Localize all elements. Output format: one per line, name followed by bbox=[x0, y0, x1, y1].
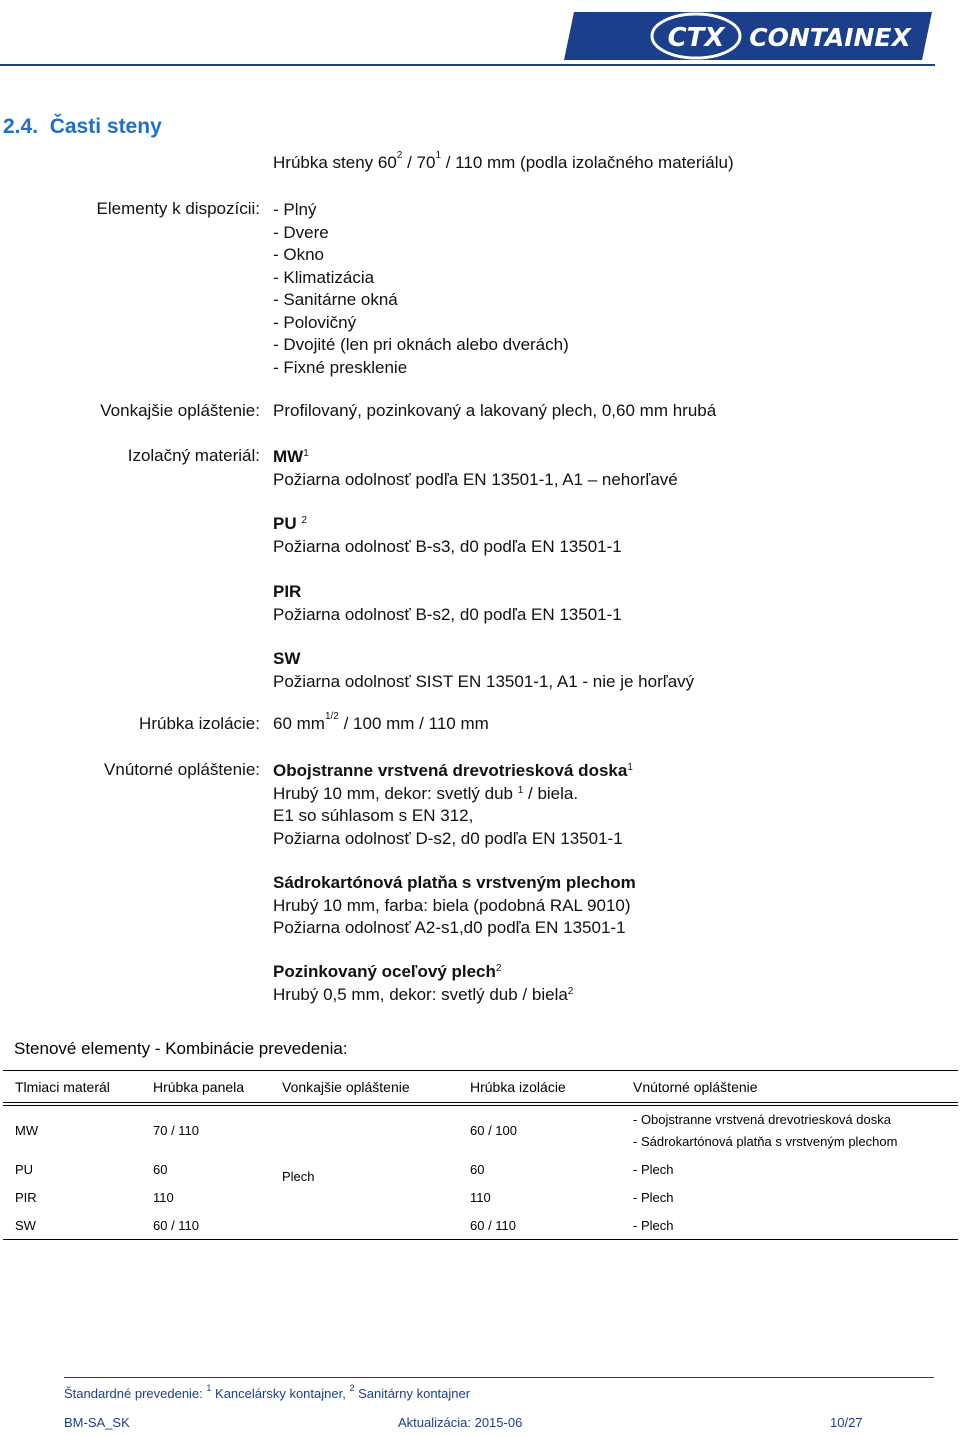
combos-table bbox=[3, 1070, 958, 1240]
table-row bbox=[3, 1212, 958, 1240]
table-header: Tlmiaci materál bbox=[15, 1078, 110, 1095]
footer-note: Štandardné prevedenie: $^1$ Kancelársky kontajner, $^2$ Sanitárny kontajner bbox=[64, 1383, 471, 1401]
section-title: Časti steny bbox=[49, 115, 162, 138]
table-header: Vnútorné opláštenie bbox=[633, 1078, 758, 1095]
insulation-label: Izolačný materiál: bbox=[127, 446, 260, 465]
table-cell: 110 bbox=[153, 1190, 174, 1205]
table-cell bbox=[270, 1106, 458, 1240]
table-row bbox=[3, 1106, 958, 1156]
list-item: - Polovičný bbox=[273, 312, 357, 332]
list-item: - Dvere bbox=[273, 222, 329, 242]
inner-osb: Obojstranne vrstvená drevotriesková doska$^1$ Hrubý 10 mm, dekor: svetlý dub $^1$ / biela. E1 so súhlasom s EN 312, Požiarna odolnosť D-s2, d0 podľa EN 13501-1 bbox=[273, 761, 633, 848]
inner-gypsum: Sádrokartónová platňa s vrstveným plechom Hrubý 10 mm, farba: biela (podobná RAL 9010) Požiarna odolnosť A2-s1,d0 podľa EN 13501-1 bbox=[273, 873, 636, 937]
logo-mark: CTX bbox=[667, 23, 725, 53]
table-row bbox=[3, 1184, 958, 1212]
containex-logo bbox=[560, 8, 940, 64]
insulation-pir: PIR Požiarna odolnosť B-s2, d0 podľa EN 13501-1 bbox=[273, 582, 622, 624]
table-cell: - Obojstranne vrstvená drevotriesková doska - Sádrokartónová platňa s vrstveným plechom bbox=[633, 1111, 898, 1149]
table-cell: 110 bbox=[470, 1190, 491, 1205]
list-item: - Okno bbox=[273, 245, 325, 264]
table-cell: - Plech bbox=[633, 1217, 674, 1233]
footer-updated: Aktualizácia: 2015-06 bbox=[398, 1415, 523, 1430]
footer-doc: BM-SA_SK bbox=[64, 1415, 130, 1430]
elements-list bbox=[273, 199, 569, 379]
outer-label: Vonkajšie opláštenie: bbox=[100, 401, 260, 420]
table-cell: 60 bbox=[470, 1162, 485, 1177]
table-cell: PIR bbox=[15, 1190, 37, 1205]
elements-label: Elementy k dispozícii: bbox=[96, 199, 260, 218]
combos-heading: Stenové elementy - Kombinácie prevedenia: bbox=[14, 1039, 348, 1058]
insulation-pu: PU $^2$ Požiarna odolnosť B-s3, d0 podľa EN 13501-1 bbox=[273, 514, 622, 556]
list-item: - Klimatizácia bbox=[273, 267, 375, 287]
table-header: Hrúbka panela bbox=[153, 1078, 245, 1095]
table-cell: 60 / 110 bbox=[153, 1217, 200, 1233]
wall-thickness: Hrúbka steny $60^2 / 70^1 / 110$ mm (podla izolačného materiálu) bbox=[273, 150, 734, 172]
section-heading bbox=[3, 115, 162, 139]
list-item: - Sanitárne okná bbox=[273, 290, 398, 309]
list-item: - Fixné presklenie bbox=[273, 357, 408, 377]
list-item: - Plný bbox=[273, 200, 317, 219]
table-cell: - Plech bbox=[633, 1190, 674, 1205]
logo-word: CONTAINEX bbox=[749, 23, 911, 52]
table-cell: PU bbox=[15, 1162, 34, 1177]
table-cell: 60 bbox=[153, 1162, 168, 1177]
header-rule bbox=[0, 64, 935, 66]
table-cell: 70 / 110 bbox=[153, 1123, 200, 1139]
footer-page: 10/27 bbox=[830, 1415, 863, 1430]
table-row bbox=[3, 1156, 958, 1184]
outer-value: Profilovaný, pozinkovaný a lakovaný plech, 0,60 mm hrubá bbox=[273, 401, 717, 420]
inner-label: Vnútorné opláštenie: bbox=[104, 760, 260, 779]
inner-steel: Pozinkovaný oceľový plech$^2$ Hrubý 0,5 mm, dekor: svetlý dub / biela$^2$ bbox=[273, 962, 574, 1004]
section-number: 2.4. bbox=[3, 115, 39, 138]
table-header: Vonkajšie opláštenie bbox=[282, 1078, 410, 1095]
insulation-mw: $MW^1$ Požiarna odolnosť podľa EN 13501-1, A1 – nehorľavé bbox=[273, 447, 678, 489]
thickness-label: Hrúbka izolácie: bbox=[139, 714, 260, 733]
outer-plech: Plech bbox=[282, 1169, 315, 1184]
table-cell: 60 / 100 bbox=[470, 1123, 517, 1139]
list-item: - Dvojité (len pri oknách alebo dverách) bbox=[273, 335, 569, 354]
table-header-row bbox=[3, 1071, 958, 1103]
table-cell: 60 / 110 bbox=[470, 1217, 517, 1233]
header bbox=[0, 0, 960, 70]
footer bbox=[0, 1370, 960, 1437]
table-cell: - Plech bbox=[633, 1162, 674, 1177]
table-header: Hrúbka izolácie bbox=[470, 1078, 566, 1095]
insulation-sw: SW Požiarna odolnosť SIST EN 13501-1, A1 - nie je horľavý bbox=[273, 649, 695, 691]
table-cell: MW bbox=[15, 1123, 39, 1139]
footer-rule bbox=[64, 1377, 934, 1378]
thickness-value: 60 $mm^{1/2} / 100$ mm / 110 mm bbox=[273, 711, 489, 733]
table-cell: SW bbox=[15, 1217, 36, 1233]
